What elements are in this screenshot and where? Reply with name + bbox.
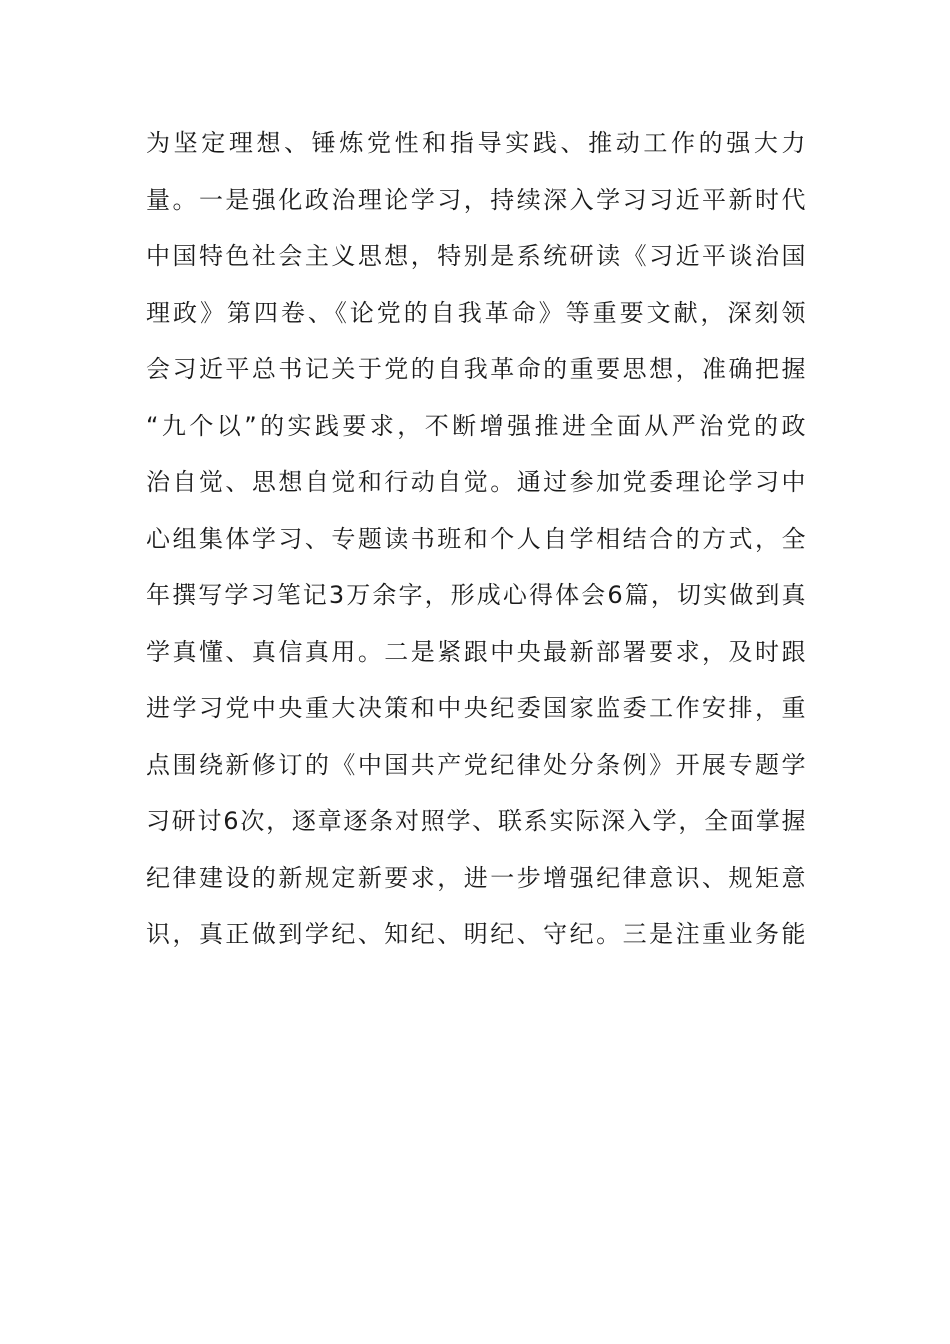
text-line: 中国特色社会主义思想，特别是系统研读《习近平谈治国 [146, 242, 806, 270]
text-line: 会习近平总书记关于党的自我革命的重要思想，准确把握 [146, 355, 806, 383]
text-line: 识，真正做到学纪、知纪、明纪、守纪。三是注重业务能 [146, 920, 806, 948]
text-line: 心组集体学习、专题读书班和个人自学相结合的方式，全 [146, 524, 806, 553]
body-text [146, 118, 806, 966]
text-line: 理政》第四卷、《论党的自我革命》等重要文献，深刻领 [146, 298, 806, 327]
text-line: “九个以”的实践要求，不断增强推进全面从严治党的政 [146, 411, 806, 440]
text-line: 量。一是强化政治理论学习，持续深入学习习近平新时代 [146, 185, 806, 214]
text-line: 点围绕新修订的《中国共产党纪律处分条例》开展专题学 [146, 750, 806, 779]
text-line: 进学习党中央重大决策和中央纪委国家监委工作安排，重 [146, 694, 806, 722]
text-line: 年撰写学习笔记3万余字，形成心得体会6篇，切实做到真 [146, 581, 806, 609]
text-line: 治自觉、思想自觉和行动自觉。通过参加党委理论学习中 [146, 468, 806, 496]
text-line: 纪律建设的新规定新要求，进一步增强纪律意识、规矩意 [146, 863, 806, 892]
text-line: 学真懂、真信真用。二是紧跟中央最新部署要求，及时跟 [146, 637, 806, 666]
text-line: 习研讨6次，逐章逐条对照学、联系实际深入学，全面掌握 [146, 807, 806, 835]
text-line: 为坚定理想、锤炼党性和指导实践、推动工作的强大力 [146, 129, 806, 157]
